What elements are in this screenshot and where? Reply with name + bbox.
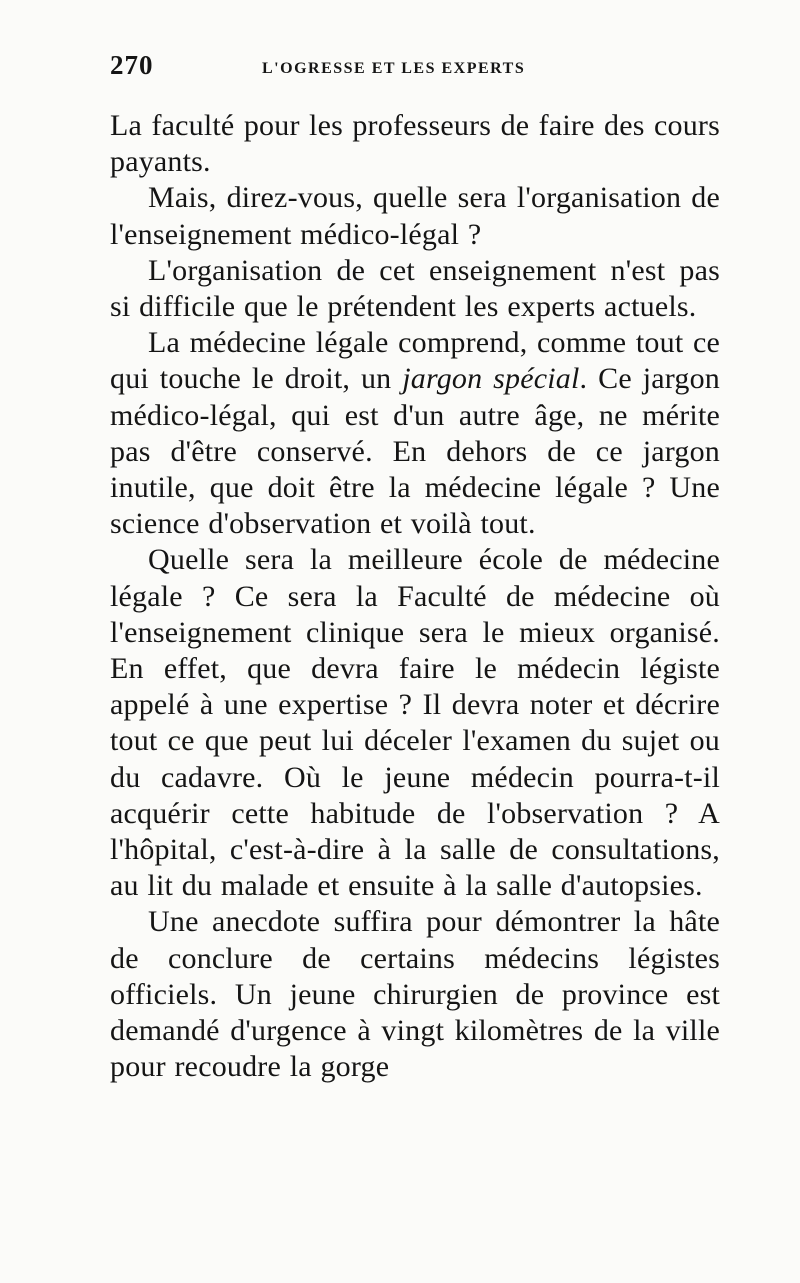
paragraph-2: Mais, direz-vous, quelle sera l'organisation de l'enseignement médico-légal ? — [110, 181, 720, 251]
paragraph-4-italic-term: jargon spécial — [402, 362, 580, 396]
paragraph-3: L'organisation de cet enseignement n'est pas si difficile que le prétendent les experts actuels. — [110, 253, 720, 324]
paragraph-6: Une anecdote suffira pour démontrer la hâte de conclure de certains médecins légistes officiels. Un jeune chirurgien de province est demandé d'urgence à vingt kilomètres de la ville pour recoudre la gorge — [110, 905, 720, 1084]
paragraph-4 — [110, 325, 720, 542]
page-header — [110, 50, 710, 90]
paragraph-5: Quelle sera la meilleure école de médecine légale ? Ce sera la Faculté de médecine où l'enseignement clinique sera le mieux organisé. En effet, que devra faire le médecin légiste appelé à une expertise ? Il devra noter et décrire tout ce que peut lui déceler l'examen du sujet ou du cadavre. Où le jeune médecin pourra-t-il acquérir cette habitude de l'observation ? A l'hôpital, c'est-à-dire à la salle de consultations, au lit du malade et ensuite à la salle d'autopsies. — [110, 543, 720, 903]
body-text — [110, 108, 720, 1085]
paragraph-4-after-italic: . Ce jargon médico-légal, qui est d'un autre âge, ne mérite pas d'être conservé. En dehors de ce jargon inutile, que doit être la médecine légale ? Une science d'observation et voilà tout. — [110, 362, 720, 541]
paragraph-1: La faculté pour les professeurs de faire des cours payants. — [110, 109, 720, 179]
page-number: 270 — [110, 50, 154, 80]
running-head: L'OGRESSE ET LES EXPERTS — [262, 60, 526, 77]
paragraph-4-before-italic: La médecine légale comprend, comme tout ce qui touche le droit, un — [110, 326, 720, 396]
